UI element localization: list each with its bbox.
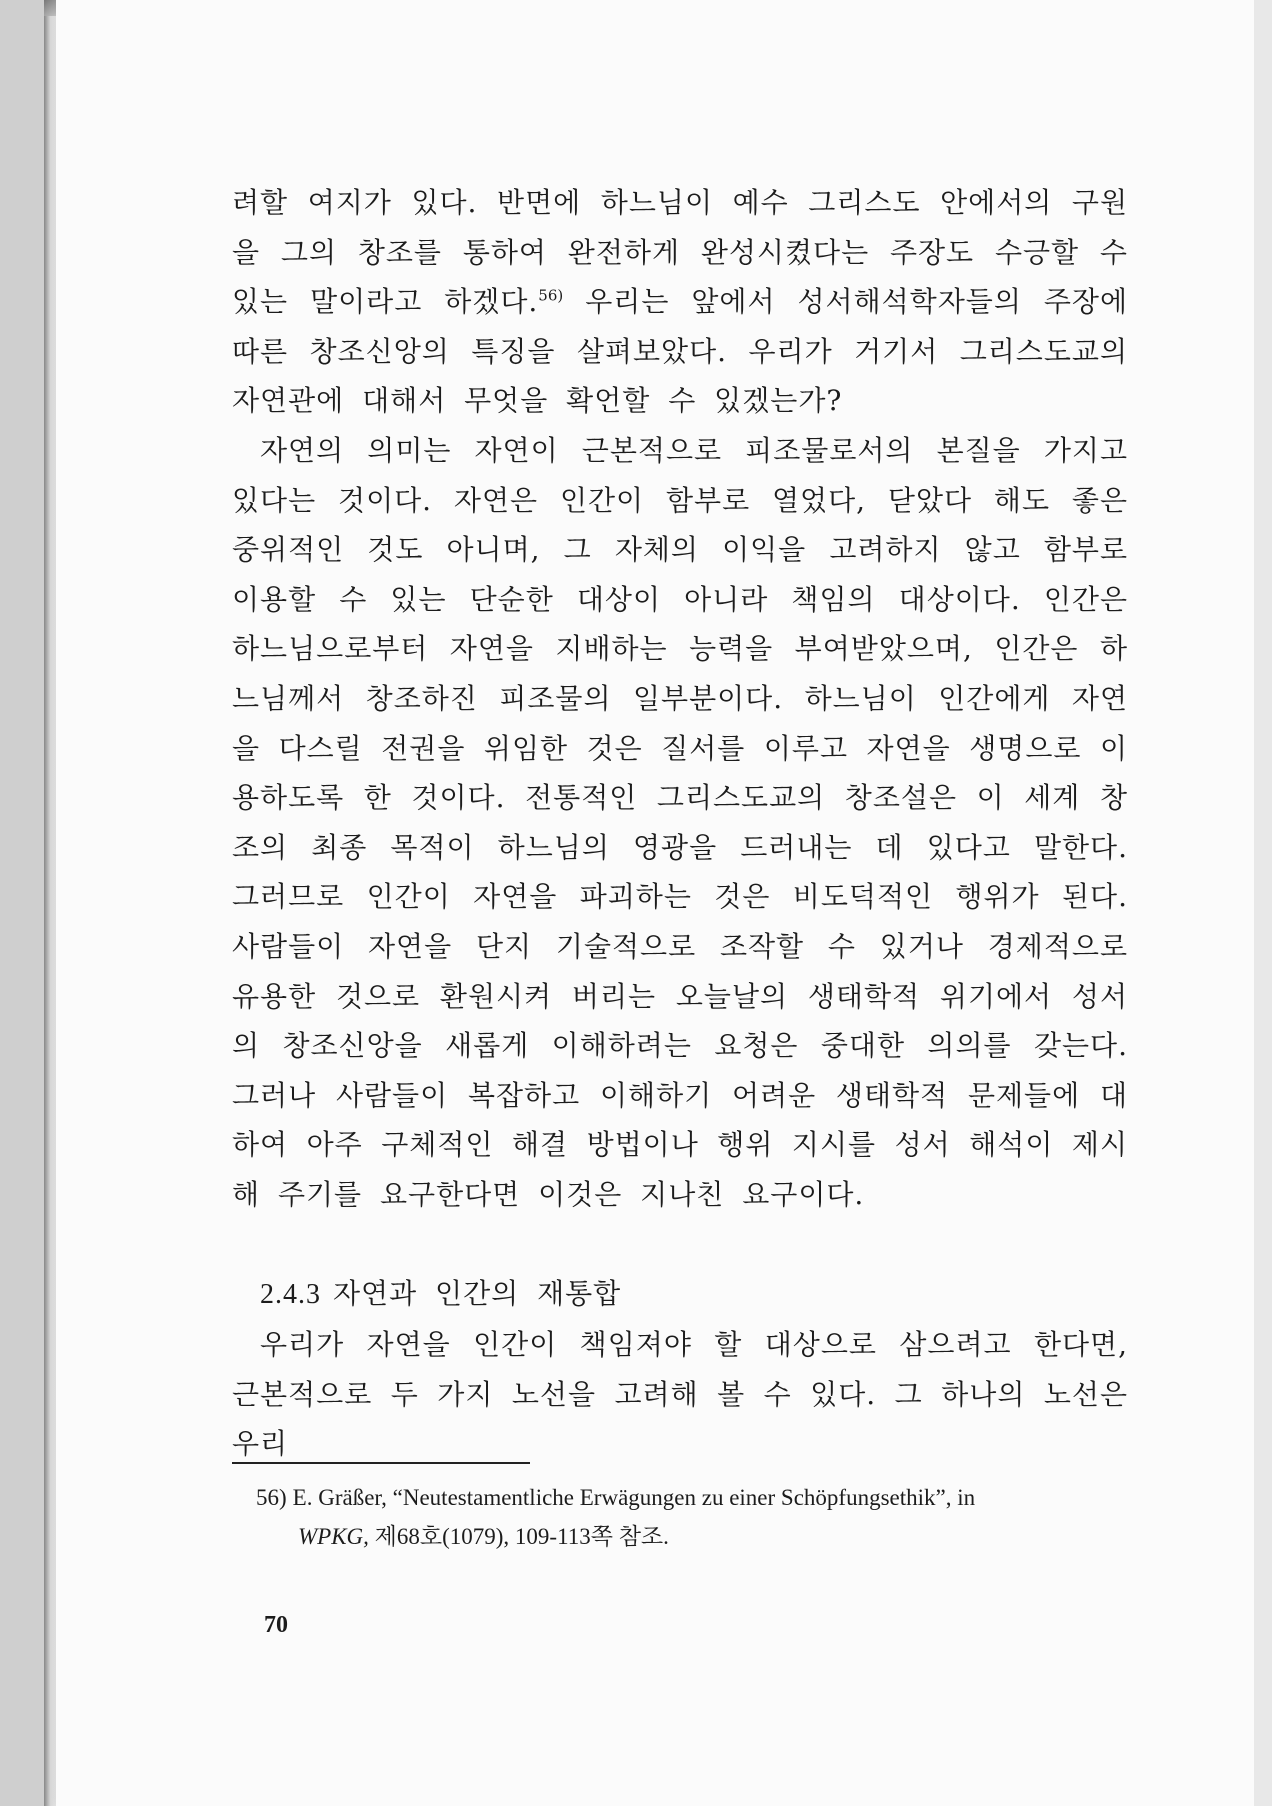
footnote-continuation [256, 1517, 1128, 1556]
paragraph-1-text: 려할 여지가 있다. 반면에 하느님이 예수 그리스도 안에서의 구원을 그의 창조를 통하여 완전하게 완성시켰다는 주장도 수긍할 수 있는 말이라고 하겠다. [232, 186, 1128, 319]
section-number: 2.4.3 [260, 1279, 321, 1311]
paragraph-1-text-continued: 우리는 앞에서 성서해석학자들의 주장에 따른 창조신앙의 특징을 살펴보았다. 우리가 거기서 그리스도교의 자연관에 대해서 무엇을 확언할 수 있겠는가? [232, 285, 1128, 418]
main-text [232, 178, 1128, 1469]
footnote-journal: WPKG, [298, 1524, 369, 1549]
footnote-issue-pages: 제68호(1079), 109-113쪽 참조. [368, 1524, 669, 1549]
footnote-label: 56) [256, 1485, 287, 1510]
page-number: 70 [264, 1612, 288, 1638]
paragraph-continued [232, 178, 1128, 426]
paragraph-meaning-of-nature: 자연의 의미는 자연이 근본적으로 피조물로서의 본질을 가지고 있다는 것이다. 자연은 인간이 함부로 열었다, 닫았다 해도 좋은 중위적인 것도 아니며, 그 자체의 이익을 고려하지 않고 함부로 이용할 수 있는 단순한 대상이 아니라 책임의 대상이다. 인간은 하느님으로부터 자연을 지배하는 능력을 부여받았으며, 인간은 하느님께서 창조하진 피조물의 일부분이다. 하느님이 인간에게 자연을 다스릴 전권을 위임한 것은 질서를 이루고 자연을 생명으로 이용하도록 한 것이다. 전통적인 그리스도교의 창조설은 이 세계 창조의 최종 목적이 하느님의 영광을 드러내는 데 있다고 말한다. 그러므로 인간이 자연을 파괴하는 것은 비도덕적인 행위가 된다. 사람들이 자연을 단지 기술적으로 조작할 수 있거나 경제적으로 유용한 것으로 환원시켜 버리는 오늘날의 생태학적 위기에서 성서의 창조신앙을 새롭게 이해하려는 요청은 중대한 의의를 갖는다. 그러나 사람들이 복잡하고 이해하기 어려운 생태학적 문제들에 대하여 아주 구체적인 해결 방법이나 행위 지시를 성서 해석이 제시해 주기를 요구한다면 이것은 지나친 요구이다. [232, 433, 1128, 1211]
footnote-56 [256, 1478, 1128, 1556]
paragraph-reintegration: 우리가 자연을 인간이 책임져야 할 대상으로 삼으려고 한다면, 근본적으로 두 가지 노선을 고려해 볼 수 있다. 그 하나의 노선은 우리 [232, 1328, 1128, 1461]
page-right-margin-strip [1254, 0, 1272, 1806]
section-heading [232, 1269, 1128, 1320]
footnote-citation: E. Gräßer, “Neutestamentliche Erwägungen zu einer Schöpfungsethik”, in [292, 1485, 976, 1510]
footnote-reference: 56) [538, 286, 564, 305]
footnote-divider [232, 1462, 530, 1464]
section-title: 자연과 인간의 재통합 [333, 1277, 622, 1311]
